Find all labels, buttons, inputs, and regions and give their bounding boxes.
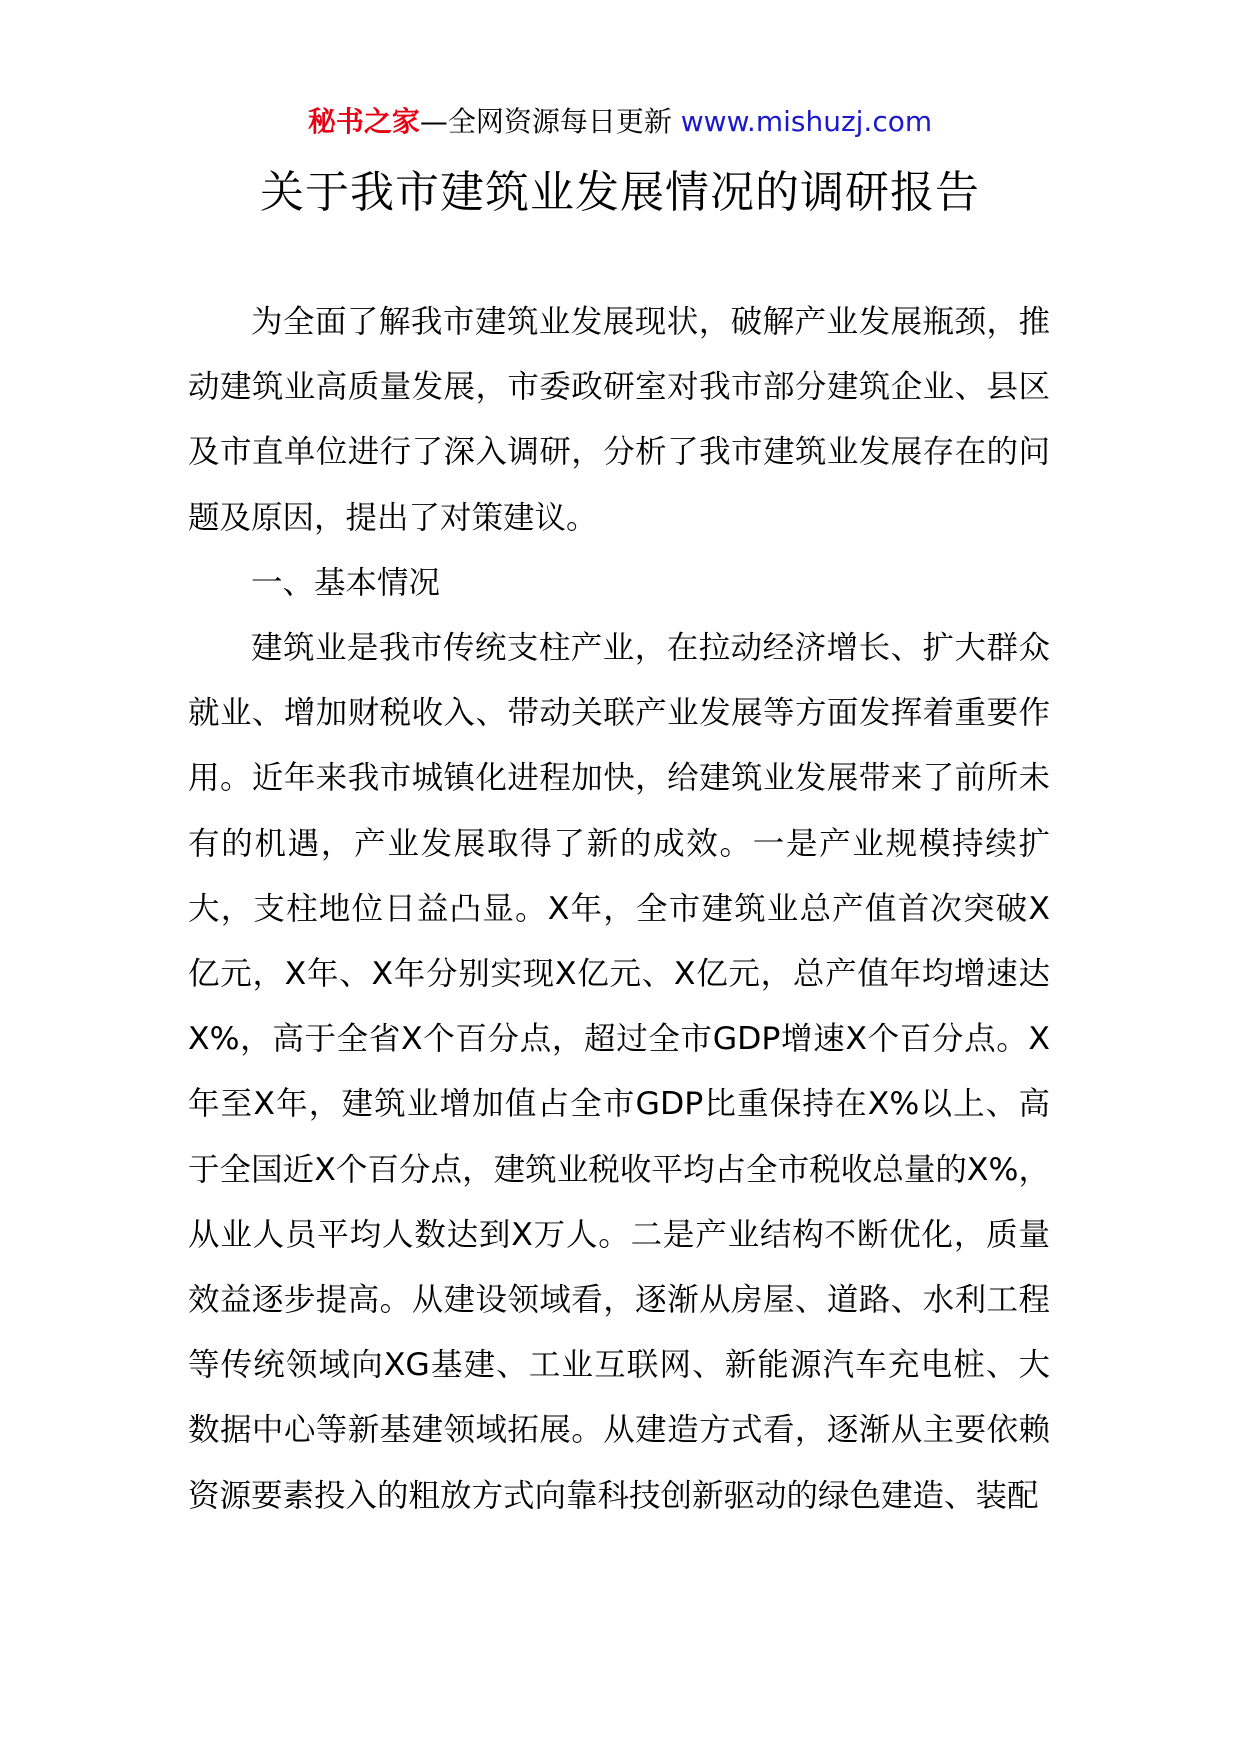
site-tagline: —全网资源每日更新	[419, 105, 681, 138]
document-body	[188, 290, 1050, 1529]
body-paragraph: 建筑业是我市传统支柱产业，在拉动经济增长、扩大群众就业、增加财税收入、带动关联产业发展等方面发挥着重要作用。近年来我市城镇化进程加快，给建筑业发展带来了前所未有的机遇，产业发展取得了新的成效。一是产业规模持续扩大，支柱地位日益凸显。X年，全市建筑业总产值首次突破X亿元，X年、X年分别实现X亿元、X亿元，总产值年均增速达X%，高于全省X个百分点，超过全市GDP增速X个百分点。X年至X年，建筑业增加值占全市GDP比重保持在X%以上、高于全国近X个百分点，建筑业税收平均占全市税收总量的X%，从业人员平均人数达到X万人。二是产业结构不断优化，质量效益逐步提高。从建设领域看，逐渐从房屋、道路、水利工程等传统领域向XG基建、工业互联网、新能源汽车充电桩、大数据中心等新基建领域拓展。从建造方式看，逐渐从主要依赖资源要素投入的粗放方式向靠科技创新驱动的绿色建造、装配	[188, 630, 1050, 1514]
watermark-header	[0, 100, 1240, 144]
document-title: 关于我市建筑业发展情况的调研报告	[260, 167, 980, 218]
section-heading-basic-situation: 一、基本情况	[251, 564, 441, 601]
intro-paragraph: 为全面了解我市建筑业发展现状，破解产业发展瓶颈，推动建筑业高质量发展，市委政研室对我市部分建筑企业、县区及市直单位进行了深入调研，分析了我市建筑业发展存在的问题及原因，提出了对策建议。	[188, 304, 1050, 536]
site-name: 秘书之家	[307, 105, 420, 138]
site-url-link[interactable]: www.mishuzj.com	[680, 105, 933, 138]
